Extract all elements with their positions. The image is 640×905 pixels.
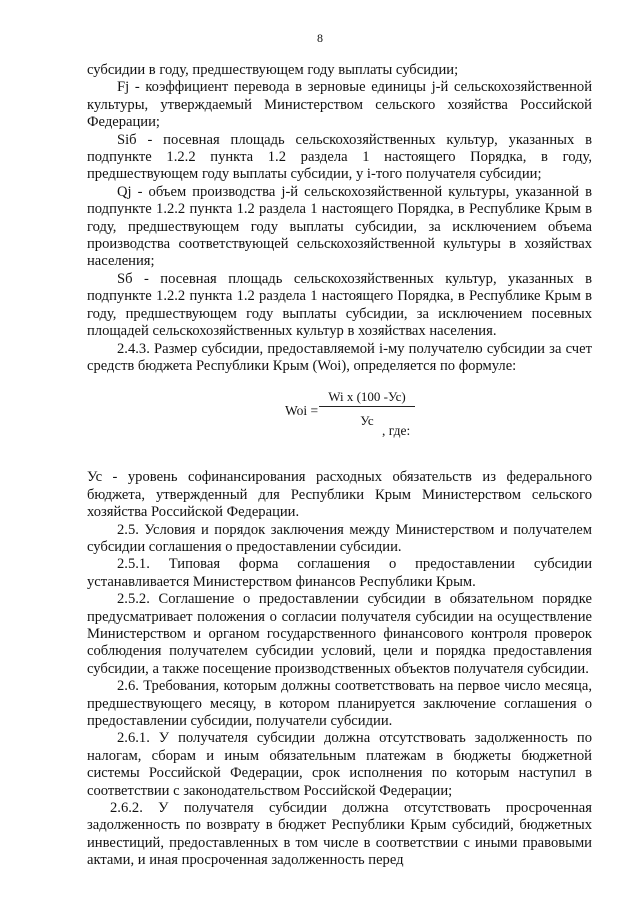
- definition-fj: Fj - коэффициент перевода в зерновые единицы j-й сельскохозяйственной культуры, утверждаемый Министерством сельского хозяйства Российской Федерации;: [87, 79, 592, 131]
- clause-2-5: 2.5. Условия и порядок заключения между Министерством и получателем субсидии соглашения о предоставлении субсидии.: [87, 521, 592, 555]
- formula-numerator: Wi x (100 -Ус): [328, 389, 406, 405]
- formula-where: , где:: [382, 423, 411, 439]
- clause-2-6: 2.6. Требования, которым должны соответствовать на первое число месяца, предшествующего месяцу, в котором планируется заключение соглашения о предоставлении субсидии, получатели субсидии.: [87, 678, 592, 729]
- definition-sb: Sб - посевная площадь сельскохозяйственных культур, указанных в подпункте 1.2.2 пункта 1.2 раздела 1 настоящего Порядка, в Республике Крым в году, предшествующем году выплаты субсидии, за исключением посевных площадей сельскохозяйственных культур в хозяйствах населения.: [87, 270, 592, 340]
- clause-2-5-1: 2.5.1. Типовая форма соглашения о предоставлении субсидии устанавливается Министерством финансов Республики Крым.: [87, 556, 592, 590]
- clause-2-6-1: 2.6.1. У получателя субсидии должна отсутствовать задолженность по налогам, сборам и иным обязательным платежам в бюджеты бюджетной системы Российской Федерации, срок исполнения по которым наступил в соответствии с законодательством Российской Федерации;: [87, 730, 592, 799]
- definition-qj: Qj - объем производства j-й сельскохозяйственной культуры, указанной в подпункте 1.2.2 пункта 1.2 раздела 1 настоящего Порядка, в Республике Крым в году, предшествующем году выплаты субсидии, за исключением объема производства соответствующей сельскохозяйственной культуры в хозяйствах населения;: [87, 183, 592, 270]
- formula-denominator: Ус: [360, 413, 374, 429]
- clause-2-6-2: 2.6.2. У получателя субсидии должна отсутствовать просроченная задолженность по возврату в бюджет Республики Крым субсидий, бюджетных инвестиций, предоставленных в том числе в соответствии с иными правовыми актами, и иная просроченная задолженность перед: [87, 800, 592, 869]
- page-number: 8: [317, 31, 323, 45]
- document-body: [87, 62, 592, 870]
- formula-lhs: Woi =: [285, 403, 319, 419]
- definition-us: Ус - уровень софинансирования расходных обязательств из федерального бюджета, утвержденный для Республики Крым Министерством сельского хозяйства Российской Федерации.: [87, 469, 592, 521]
- clause-2-5-2: 2.5.2. Соглашение о предоставлении субсидии в обязательном порядке предусматривает положения о согласии получателя субсидии на осуществление Министерством и органом государственного финансового контроля проверок соблюдения получателем субсидии условий, цели и порядка предоставления субсидии, а также посещение производственных объектов получателя субсидии.: [87, 591, 592, 677]
- clause-2-4-3: 2.4.3. Размер субсидии, предоставляемой i-му получателю субсидии за счет средств бюджета Республики Крым (Woi), определяется по формуле:: [87, 340, 592, 374]
- definition-sib: Siб - посевная площадь сельскохозяйственных культур, указанных в подпункте 1.2.2 пункта 1.2 раздела 1 настоящего Порядка, в году, предшествующем году выплаты субсидии, у i-того получателя субсидии;: [87, 131, 592, 183]
- paragraph-continuation: субсидии в году, предшествующем году выплаты субсидии;: [87, 62, 459, 78]
- fraction-bar: [319, 406, 415, 407]
- formula-woi: [87, 382, 592, 442]
